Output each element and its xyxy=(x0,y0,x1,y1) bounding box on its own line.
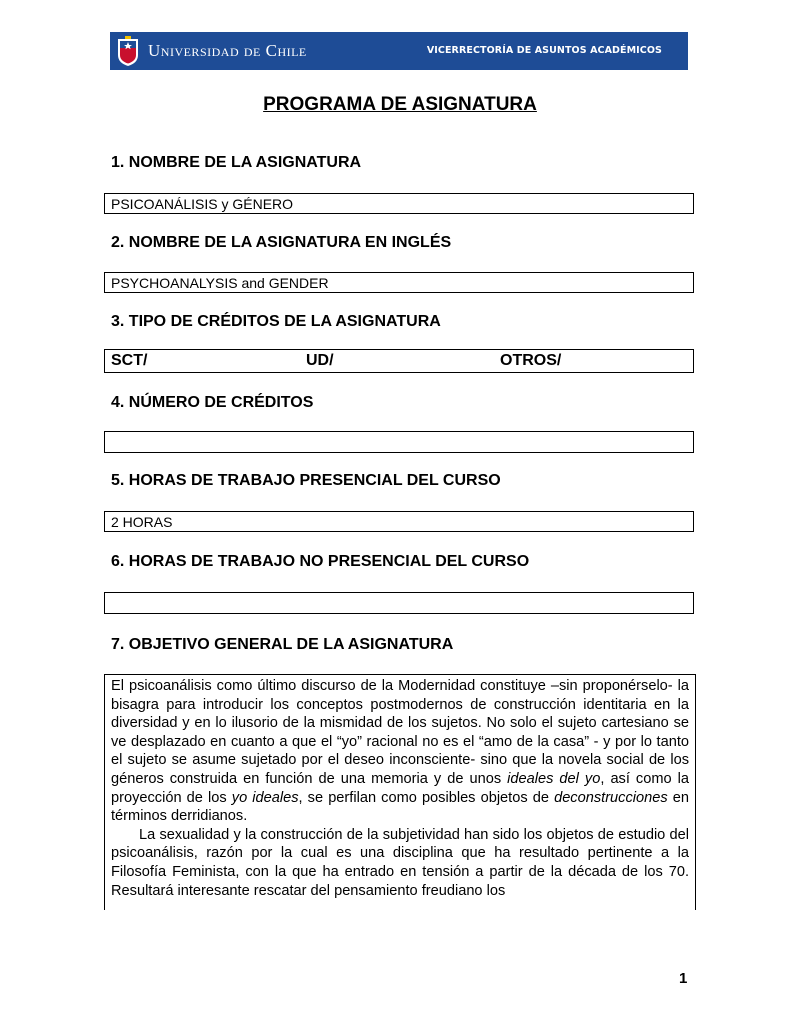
section-4-heading: 4. NÚMERO DE CRÉDITOS xyxy=(111,394,314,411)
presential-hours-value: 2 HORAS xyxy=(111,514,173,530)
english-name-value: PSYCHOANALYSIS and GENDER xyxy=(111,275,329,291)
office-name: VICERRECTORÍA DE ASUNTOS ACADÉMICOS xyxy=(426,45,662,56)
course-name-value: PSICOANÁLISIS y GÉNERO xyxy=(111,196,294,212)
course-name-box xyxy=(104,193,694,214)
university-name: Universidad de Chile xyxy=(148,41,307,60)
credit-type-otros: OTROS/ xyxy=(500,352,562,369)
credit-type-box xyxy=(104,349,694,373)
general-objective-box xyxy=(104,674,696,910)
objective-paragraph-1: El psicoanálisis como último discurso de la Modernidad constituye –sin proponérselo- la bisagra para introducir los conceptos postmodernos de construcción identitaria en la diversidad y en lo ilusorio de la mismidad de los sujetos. No solo el sujeto cartesiano se ve desplazado en cuanto a que el “yo” racional no es el “amo de la casa” - y por lo tanto el sujeto se asume sujetado por el deseo inconsciente- sino que la novela social de los géneros construida en función de una memoria y de unos ideales del yo, así como la proyección de los yo ideales, se perfilan como posibles objetos de deconstrucciones en términos derridianos. xyxy=(111,678,690,825)
page-number: 1 xyxy=(679,970,688,987)
section-7-heading: 7. OBJETIVO GENERAL DE LA ASIGNATURA xyxy=(111,636,454,653)
document-title: PROGRAMA DE ASIGNATURA xyxy=(263,94,537,115)
english-name-box xyxy=(104,272,694,293)
objective-paragraph-2: La sexualidad y la construcción de la subjetividad han sido los objetos de estudio del psicoanálisis, razón por la cual es una disciplina que ha resultado pertinente a la Filosofía Feminista, con la que ha entrado en tensión a partir de la década de los 70. Resultará interesante rescatar del pensamiento freudiano los xyxy=(111,826,689,899)
credit-type-ud: UD/ xyxy=(306,352,334,369)
credit-type-sct: SCT/ xyxy=(111,352,148,369)
section-6-heading: 6. HORAS DE TRABAJO NO PRESENCIAL DEL CURSO xyxy=(111,553,530,570)
credit-number-box xyxy=(104,431,694,453)
presential-hours-box xyxy=(104,511,694,532)
section-1-heading: 1. NOMBRE DE LA ASIGNATURA xyxy=(111,154,362,171)
header-banner xyxy=(110,32,688,70)
section-5-heading: 5. HORAS DE TRABAJO PRESENCIAL DEL CURSO xyxy=(111,472,501,489)
section-2-heading: 2. NOMBRE DE LA ASIGNATURA EN INGLÉS xyxy=(111,234,452,251)
non-presential-hours-box xyxy=(104,592,694,614)
section-3-heading: 3. TIPO DE CRÉDITOS DE LA ASIGNATURA xyxy=(111,313,441,330)
university-crest-icon xyxy=(117,35,139,67)
